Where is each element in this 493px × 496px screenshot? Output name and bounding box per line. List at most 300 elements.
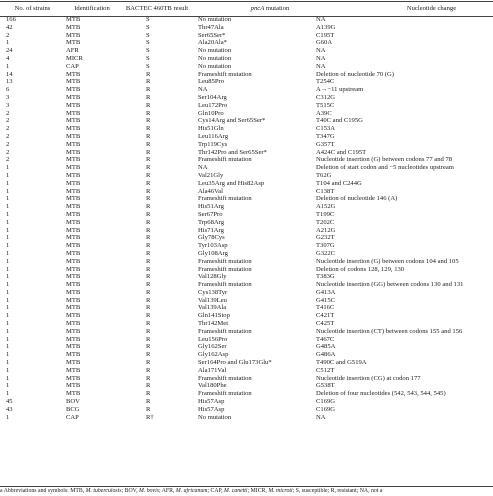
table-row — [0, 24, 493, 32]
cell-bactec-result: R — [146, 265, 151, 273]
cell-nucleotide-change: T347G — [316, 132, 335, 140]
cell-mutation: Gln10Pro — [198, 109, 224, 117]
table-row — [0, 219, 493, 227]
cell-mutation: Trp68Arg — [198, 218, 225, 226]
cell-identification: MTB — [66, 164, 81, 172]
cell-identification: MTB — [66, 70, 81, 78]
table-row — [0, 47, 493, 55]
cell-bactec-result: R — [146, 374, 151, 382]
cell-identification: MICR — [66, 54, 83, 62]
table-row — [0, 117, 493, 125]
cell-identification: MTB — [66, 148, 81, 156]
cell-nucleotide-change: G486A — [316, 351, 336, 359]
cell-strains: 1 — [6, 257, 10, 265]
cell-bactec-result: R — [146, 390, 151, 398]
cell-mutation: Frameshift mutation — [198, 156, 252, 164]
cell-bactec-result: R — [146, 312, 151, 320]
footnote-cap: M. canetti — [224, 488, 248, 494]
cell-nucleotide-change: NA — [316, 62, 326, 70]
cell-mutation: NA — [198, 164, 208, 172]
cell-bactec-result: R — [146, 179, 151, 187]
cell-nucleotide-change: T416C — [316, 304, 335, 312]
cell-identification: MTB — [66, 125, 81, 133]
cell-nucleotide-change: T515C — [316, 101, 335, 109]
cell-strains: 1 — [6, 62, 10, 70]
cell-bactec-result: R — [146, 257, 151, 265]
cell-mutation: Leu116Arg — [198, 132, 229, 140]
cell-nucleotide-change: C138T — [316, 187, 335, 195]
cell-mutation: Gly162Asp — [198, 351, 229, 359]
cell-nucleotide-change: C421T — [316, 312, 335, 320]
cell-strains: 1 — [6, 273, 10, 281]
cell-strains: 1 — [6, 39, 10, 47]
cell-strains: 1 — [6, 265, 10, 273]
cell-nucleotide-change: C312G — [316, 93, 336, 101]
cell-bactec-result: R — [146, 398, 151, 406]
cell-mutation: Frameshift mutation — [198, 327, 252, 335]
footnote-bov-label: ; BOV, — [121, 488, 139, 494]
cell-bactec-result: R† — [146, 413, 154, 421]
cell-bactec-result: S — [146, 23, 150, 31]
cell-bactec-result: R — [146, 405, 151, 413]
cell-identification: MTB — [66, 16, 81, 23]
cell-identification: MTB — [66, 351, 81, 359]
cell-nucleotide-change: A139G — [316, 23, 336, 31]
cell-nucleotide-change: Deletion of nucleotide 70 (G) — [316, 70, 395, 78]
table-row — [0, 78, 493, 86]
table-row — [0, 273, 493, 281]
cell-identification: MTB — [66, 132, 81, 140]
cell-strains: 1 — [6, 312, 10, 320]
cell-nucleotide-change: A39C — [316, 109, 332, 117]
cell-bactec-result: R — [146, 273, 151, 281]
cell-strains: 24 — [6, 47, 13, 55]
cell-strains: 1 — [6, 374, 10, 382]
cell-strains: 42 — [6, 23, 13, 31]
cell-nucleotide-change: G413A — [316, 288, 336, 296]
cell-nucleotide-change: C425T — [316, 320, 335, 328]
cell-identification: MTB — [66, 78, 81, 86]
cell-nucleotide-change: C512T — [316, 366, 335, 374]
table-row — [0, 156, 493, 164]
cell-nucleotide-change: Deletion of start codon and −5 nucleotides upstream — [316, 164, 454, 172]
cell-nucleotide-change: NA — [316, 47, 326, 55]
cell-mutation: His51Gln — [198, 125, 224, 133]
cell-mutation: No mutation — [198, 16, 232, 23]
cell-identification: MTB — [66, 288, 81, 296]
cell-mutation: Ser67Pro — [198, 210, 223, 218]
cell-mutation: Frameshift mutation — [198, 390, 252, 398]
cell-nucleotide-change: C169G — [316, 405, 336, 413]
cell-identification: MTB — [66, 31, 81, 39]
cell-mutation: Ala171Val — [198, 366, 227, 374]
cell-bactec-result: R — [146, 226, 151, 234]
cell-bactec-result: R — [146, 125, 151, 133]
table-row — [0, 39, 493, 47]
cell-nucleotide-change: G60A — [316, 39, 333, 47]
cell-identification: BOV — [66, 398, 80, 406]
footnote-prefix: a Abbreviations and symbols: MTB, — [0, 488, 86, 494]
cell-nucleotide-change: G322C — [316, 249, 336, 257]
cell-strains: 1 — [6, 242, 10, 250]
table-row — [0, 133, 493, 141]
cell-identification: MTB — [66, 101, 81, 109]
cell-bactec-result: S — [146, 47, 150, 55]
cell-identification: MTB — [66, 296, 81, 304]
header-mutation-gene: pncA — [250, 5, 265, 12]
cell-identification: MTB — [66, 218, 81, 226]
cell-identification: MTB — [66, 171, 81, 179]
cell-strains: 2 — [6, 125, 10, 133]
table-header — [0, 2, 493, 16]
cell-nucleotide-change: NA — [316, 16, 326, 23]
cell-identification: AFR — [66, 47, 79, 55]
cell-mutation: Leu156Pro — [198, 335, 228, 343]
cell-mutation: Val139Leu — [198, 296, 227, 304]
cell-strains: 14 — [6, 70, 13, 78]
cell-identification: MTB — [66, 195, 81, 203]
cell-mutation: Cys14Arg and Ser65Ser* — [198, 117, 266, 125]
cell-identification: MTB — [66, 265, 81, 273]
table-row — [0, 406, 493, 414]
table-row — [0, 63, 493, 71]
table-row — [0, 297, 493, 305]
cell-strains: 1 — [6, 304, 10, 312]
cell-identification: MTB — [66, 23, 81, 31]
cell-bactec-result: R — [146, 327, 151, 335]
cell-mutation: Leu85Pro — [198, 78, 225, 86]
cell-mutation: Thr142Met — [198, 320, 229, 328]
cell-nucleotide-change: Deletion of nucleotide 146 (A) — [316, 195, 398, 203]
cell-nucleotide-change: T62G — [316, 171, 332, 179]
cell-nucleotide-change: A→−11 upstream — [316, 86, 364, 94]
cell-bactec-result: R — [146, 195, 151, 203]
mutation-table — [0, 2, 493, 421]
table-row — [0, 351, 493, 359]
cell-bactec-result: S — [146, 31, 150, 39]
cell-mutation: Val21Gly — [198, 171, 224, 179]
cell-strains: 1 — [6, 296, 10, 304]
cell-strains: 1 — [6, 335, 10, 343]
cell-mutation: No mutation — [198, 62, 232, 70]
cell-strains: 1 — [6, 179, 10, 187]
cell-identification: MTB — [66, 312, 81, 320]
cell-bactec-result: R — [146, 210, 151, 218]
cell-strains: 6 — [6, 86, 10, 94]
cell-nucleotide-change: T490C and G519A — [316, 359, 367, 367]
table-row — [0, 164, 493, 172]
header-mutation-label: mutation — [264, 5, 290, 12]
table-row — [0, 86, 493, 94]
cell-nucleotide-change: T467C — [316, 335, 335, 343]
cell-strains: 1 — [6, 382, 10, 390]
cell-identification: MTB — [66, 242, 81, 250]
cell-mutation: Leu172Pro — [198, 101, 228, 109]
cell-strains: 3 — [6, 93, 10, 101]
cell-strains: 1 — [6, 218, 10, 226]
table-row — [0, 234, 493, 242]
cell-bactec-result: R — [146, 156, 151, 164]
cell-bactec-result: R — [146, 203, 151, 211]
cell-identification: MTB — [66, 320, 81, 328]
cell-bactec-result: R — [146, 296, 151, 304]
cell-mutation: Ser164Pro and Glu173Glu* — [198, 359, 272, 367]
cell-mutation: Gly162Ser — [198, 343, 227, 351]
cell-bactec-result: R — [146, 164, 151, 172]
cell-bactec-result: R — [146, 101, 151, 109]
cell-identification: MTB — [66, 210, 81, 218]
cell-strains: 1 — [6, 413, 10, 421]
cell-mutation: Thr47Ala — [198, 23, 224, 31]
cell-bactec-result: S — [146, 62, 150, 70]
cell-identification: MTB — [66, 327, 81, 335]
table-row — [0, 414, 493, 422]
cell-strains: 1 — [6, 359, 10, 367]
cell-bactec-result: R — [146, 249, 151, 257]
table-row — [0, 304, 493, 312]
cell-mutation: Gln141Stop — [198, 312, 230, 320]
cell-strains: 2 — [6, 132, 10, 140]
cell-identification: MTB — [66, 359, 81, 367]
cell-mutation: Val128Gly — [198, 273, 227, 281]
cell-bactec-result: R — [146, 187, 151, 195]
cell-bactec-result: S — [146, 16, 150, 23]
cell-strains: 1 — [6, 249, 10, 257]
cell-nucleotide-change: T40C and C195G — [316, 117, 363, 125]
cell-strains: 1 — [6, 343, 10, 351]
header-mutation — [194, 2, 312, 16]
footnote-micr-label: ; MICR, — [247, 488, 269, 494]
header-identification: Identification — [74, 5, 110, 12]
cell-mutation: His71Arg — [198, 226, 224, 234]
cell-identification: MTB — [66, 93, 81, 101]
table-row — [0, 211, 493, 219]
cell-identification: MTB — [66, 226, 81, 234]
cell-nucleotide-change: G538T — [316, 382, 335, 390]
cell-mutation: His51Arg — [198, 203, 224, 211]
cell-mutation: Gly78Cys — [198, 234, 225, 242]
cell-nucleotide-change: Nucleotide insertion (G) between codons 104 and 105 — [316, 257, 459, 265]
cell-mutation: No mutation — [198, 47, 232, 55]
cell-bactec-result: R — [146, 218, 151, 226]
cell-identification: MTB — [66, 281, 81, 289]
table-footnote — [0, 488, 493, 495]
cell-mutation: Frameshift mutation — [198, 374, 252, 382]
cell-mutation: Val139Ala — [198, 304, 227, 312]
cell-mutation: Tyr103Asp — [198, 242, 228, 250]
table-row — [0, 172, 493, 180]
cell-bactec-result: R — [146, 366, 151, 374]
table-row — [0, 398, 493, 406]
table-header-row — [0, 2, 493, 16]
cell-identification: MTB — [66, 179, 81, 187]
cell-nucleotide-change: Deletion of codons 128, 129, 130 — [316, 265, 405, 273]
cell-identification: CAP — [66, 62, 79, 70]
cell-mutation: Gly108Arg — [198, 249, 228, 257]
cell-bactec-result: R — [146, 320, 151, 328]
cell-mutation: Frameshift mutation — [198, 257, 252, 265]
table-row — [0, 320, 493, 328]
cell-bactec-result: R — [146, 288, 151, 296]
cell-strains: 1 — [6, 390, 10, 398]
cell-nucleotide-change: A152G — [316, 203, 336, 211]
cell-strains: 1 — [6, 226, 10, 234]
cell-nucleotide-change: Nucleotide insertion (CT) between codons 155 and 156 — [316, 327, 463, 335]
cell-strains: 45 — [6, 398, 13, 406]
cell-bactec-result: R — [146, 351, 151, 359]
cell-identification: MTB — [66, 273, 81, 281]
cell-bactec-result: R — [146, 335, 151, 343]
cell-identification: MTB — [66, 390, 81, 398]
footnote-tail: ; S, susceptible; R, resistant; NA, not a — [292, 488, 383, 494]
table-row — [0, 359, 493, 367]
cell-strains: 2 — [6, 109, 10, 117]
cell-strains: 2 — [6, 156, 10, 164]
footnote-bov: M. bovis — [138, 488, 159, 494]
footnote-cap-label: ; CAP, — [207, 488, 225, 494]
cell-strains: 2 — [6, 31, 10, 39]
table-row — [0, 55, 493, 63]
table-row — [0, 125, 493, 133]
table-row — [0, 180, 493, 188]
cell-strains: 1 — [6, 327, 10, 335]
table-row — [0, 328, 493, 336]
cell-strains: 1 — [6, 164, 10, 172]
cell-nucleotide-change: C195T — [316, 31, 335, 39]
cell-identification: MTB — [66, 249, 81, 257]
cell-nucleotide-change: Nucleotide insertion (G) between codons 77 and 78 — [316, 156, 453, 164]
table-row — [0, 94, 493, 102]
table-row — [0, 203, 493, 211]
cell-identification: MTB — [66, 109, 81, 117]
cell-mutation: Frameshift mutation — [198, 70, 252, 78]
cell-identification: MTB — [66, 203, 81, 211]
cell-nucleotide-change: NA — [316, 54, 326, 62]
cell-identification: MTB — [66, 156, 81, 164]
cell-mutation: Ser65Ser* — [198, 31, 226, 39]
cell-nucleotide-change: C169G — [316, 398, 336, 406]
cell-mutation: Thr142Pro and Ser65Ser* — [198, 148, 267, 156]
cell-identification: MTB — [66, 343, 81, 351]
cell-strains: 2 — [6, 148, 10, 156]
cell-mutation: Ala46Val — [198, 187, 223, 195]
cell-identification: MTB — [66, 257, 81, 265]
cell-nucleotide-change: Nucleotide insertion (GG) between codons 130 and 131 — [316, 281, 464, 289]
table-row — [0, 266, 493, 274]
cell-strains: 1 — [6, 320, 10, 328]
cell-nucleotide-change: Deletion of four nucleotides (542, 543, 544, 545) — [316, 390, 446, 398]
cell-strains: 1 — [6, 288, 10, 296]
cell-identification: BCG — [66, 405, 80, 413]
cell-bactec-result: R — [146, 109, 151, 117]
cell-bactec-result: R — [146, 343, 151, 351]
cell-bactec-result: R — [146, 117, 151, 125]
cell-mutation: His57Asp — [198, 405, 225, 413]
cell-nucleotide-change: T254C — [316, 78, 335, 86]
footnote-mtb: M. tuberculosis — [85, 488, 122, 494]
cell-mutation: Ser104Arg — [198, 93, 227, 101]
cell-strains: 1 — [6, 171, 10, 179]
table-row — [0, 312, 493, 320]
cell-bactec-result: R — [146, 70, 151, 78]
cell-strains: 4 — [6, 54, 10, 62]
table-row — [0, 289, 493, 297]
cell-strains: 43 — [6, 405, 13, 413]
cell-strains: 2 — [6, 117, 10, 125]
cell-mutation: Leu35Arg and His82Asp — [198, 179, 265, 187]
cell-strains: 166 — [6, 16, 16, 23]
cell-strains: 1 — [6, 281, 10, 289]
cell-bactec-result: R — [146, 86, 151, 94]
table-row — [0, 258, 493, 266]
table-row — [0, 336, 493, 344]
cell-identification: MTB — [66, 304, 81, 312]
cell-nucleotide-change: NA — [316, 413, 326, 421]
cell-bactec-result: R — [146, 132, 151, 140]
cell-nucleotide-change: T202C — [316, 218, 335, 226]
cell-bactec-result: S — [146, 39, 150, 47]
cell-strains: 1 — [6, 366, 10, 374]
table-row — [0, 382, 493, 390]
cell-identification: MTB — [66, 234, 81, 242]
cell-identification: MTB — [66, 335, 81, 343]
cell-mutation: Frameshift mutation — [198, 195, 252, 203]
cell-nucleotide-change: G415C — [316, 296, 336, 304]
cell-strains: 13 — [6, 78, 13, 86]
table-row — [0, 250, 493, 258]
cell-identification: MTB — [66, 117, 81, 125]
cell-nucleotide-change: G485A — [316, 343, 336, 351]
table-row — [0, 195, 493, 203]
cell-mutation: NA — [198, 86, 208, 94]
cell-bactec-result: R — [146, 148, 151, 156]
cell-strains: 1 — [6, 187, 10, 195]
cell-mutation: No mutation — [198, 54, 232, 62]
cell-bactec-result: R — [146, 242, 151, 250]
table-row — [0, 32, 493, 40]
footnote-afr-label: ; AFR, — [158, 488, 176, 494]
table-row — [0, 149, 493, 157]
cell-identification: MTB — [66, 86, 81, 94]
table-row — [0, 71, 493, 79]
cell-mutation: Cys138Tyr — [198, 288, 228, 296]
cell-mutation: Frameshift mutation — [198, 265, 252, 273]
cell-mutation: Frameshift mutation — [198, 281, 252, 289]
cell-bactec-result: R — [146, 382, 151, 390]
cell-identification: CAP — [66, 413, 79, 421]
table-row — [0, 141, 493, 149]
table-row — [0, 242, 493, 250]
table-body — [0, 16, 493, 421]
header-nucleotide-change: Nucleotide change — [406, 5, 457, 12]
cell-strains: 1 — [6, 351, 10, 359]
cell-strains: 1 — [6, 203, 10, 211]
cell-bactec-result: R — [146, 304, 151, 312]
cell-strains: 1 — [6, 234, 10, 242]
cell-mutation: No mutation — [198, 413, 232, 421]
table-row — [0, 16, 493, 24]
cell-identification: MTB — [66, 382, 81, 390]
cell-identification: MTB — [66, 366, 81, 374]
table-row — [0, 102, 493, 110]
cell-bactec-result: R — [146, 140, 151, 148]
cell-strains: 1 — [6, 210, 10, 218]
table-row — [0, 281, 493, 289]
footnote-micr: M. microti — [268, 488, 293, 494]
cell-nucleotide-change: A212G — [316, 226, 336, 234]
cell-bactec-result: R — [146, 78, 151, 86]
cell-identification: MTB — [66, 140, 81, 148]
